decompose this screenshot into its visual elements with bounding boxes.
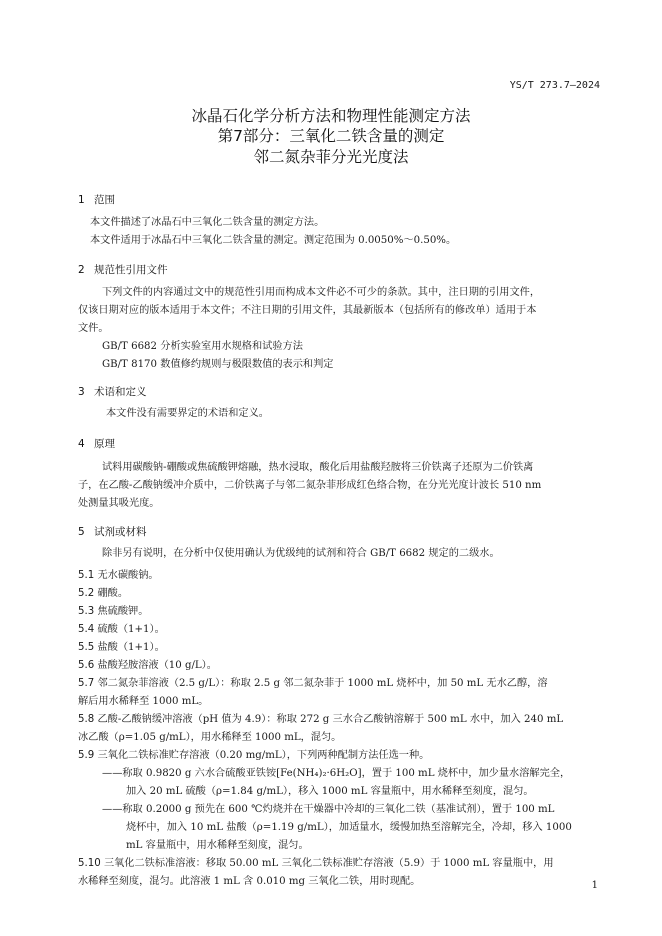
item-continuation: 水稀释至刻度，混匀。此溶液 1 mL 含 0.010 mg 三氧化二铁，用时现配。 xyxy=(78,876,421,887)
page-number: 1 xyxy=(591,880,598,891)
item-number: 5.9 xyxy=(78,750,95,761)
item-continuation: 冰乙酸（ρ=1.05 g/mL），用水稀释至 1000 mL，混匀。 xyxy=(78,732,342,743)
item-number: 5.5 xyxy=(78,642,95,653)
item-number: 5.1 xyxy=(78,570,95,581)
section-title: 术语和定义 xyxy=(94,386,147,398)
paragraph-line: 子，在乙酸-乙酸钠缓冲介质中，二价铁离子与邻二氮杂菲形成红色络合物，在分光光度计波长 510 nm xyxy=(78,480,542,491)
paragraph: 本文件没有需要界定的术语和定义。 xyxy=(106,408,269,419)
item-number: 5.6 xyxy=(78,660,95,671)
list-item xyxy=(78,746,429,761)
item-text: 三氧化二铁标准溶液：移取 50.00 mL 三氧化二铁标准贮存溶液（5.9）于 1000 mL 容量瓶中，用 xyxy=(103,858,554,869)
paragraph-line: 处测量其吸光度。 xyxy=(78,498,160,509)
list-item xyxy=(78,602,148,617)
section-number: 2 xyxy=(78,264,85,276)
item-text: 盐酸羟胺溶液（10 g/L）。 xyxy=(97,660,217,671)
item-text: 邻二氮杂菲溶液（2.5 g/L）：称取 2.5 g 邻二氮杂菲于 1000 mL 烧杯中，加 50 mL 无水乙醇，溶 xyxy=(97,678,548,689)
section-title: 试剂或材料 xyxy=(94,526,147,538)
item-text: 盐酸（1+1）。 xyxy=(97,642,165,653)
method-line: 烧杯中，加入 10 mL 盐酸（ρ=1.19 g/mL），加适量水，缓慢加热至溶解完全，冷却，移入 1000 xyxy=(126,822,572,833)
reference-item: GB/T 8170 数值修约规则与极限数值的表示和判定 xyxy=(102,359,334,370)
list-item xyxy=(78,710,563,725)
item-text: 无水碳酸钠。 xyxy=(97,570,159,581)
section-5-heading xyxy=(78,524,147,539)
doc-title-line-3: 邻二氮杂菲分光光度法 xyxy=(253,148,409,166)
doc-title-line-2: 第7部分：三氧化二铁含量的测定 xyxy=(217,127,445,145)
list-item xyxy=(78,566,159,581)
item-text: 三氧化二铁标准贮存溶液（0.20 mg/mL），下列两种配制方法任选一种。 xyxy=(97,750,430,761)
paragraph: 除非另有说明，在分析中仅使用确认为优级纯的试剂和符合 GB/T 6682 规定的二级水。 xyxy=(102,548,500,559)
paragraph: 本文件适用于冰晶石中三氧化二铁含量的测定。测定范围为 0.0050%～0.50%。 xyxy=(90,235,457,246)
item-number: 5.8 xyxy=(78,714,95,725)
paragraph-line: 仅该日期对应的版本适用于本文件；不注日期的引用文件，其最新版本（包括所有的修改单）适用于本 xyxy=(78,305,537,316)
item-continuation: 解后用水稀释至 1000 mL。 xyxy=(78,696,209,707)
section-2-heading xyxy=(78,262,168,277)
paragraph-line: 试料用碳酸钠-硼酸或焦硫酸钾熔融，热水浸取，酸化后用盐酸羟胺将三价铁离子还原为二价铁离 xyxy=(102,462,534,473)
item-number: 5.2 xyxy=(78,588,95,599)
item-number: 5.7 xyxy=(78,678,95,689)
paragraph: 本文件描述了冰晶石中三氧化二铁含量的测定方法。 xyxy=(90,217,325,228)
section-number: 1 xyxy=(78,194,85,206)
list-item xyxy=(78,584,128,599)
method-line: 加入 20 mL 硫酸（ρ=1.84 g/mL），移入 1000 mL 容量瓶中，用水稀释至刻度，混匀。 xyxy=(126,786,534,797)
list-item xyxy=(78,854,554,869)
section-4-heading xyxy=(78,436,115,451)
list-item xyxy=(78,656,217,671)
list-item xyxy=(78,674,548,689)
section-1-heading xyxy=(78,192,115,207)
method-line: mL 容量瓶中，用水稀释至刻度，混匀。 xyxy=(126,840,309,851)
paragraph-line: 下列文件的内容通过文中的规范性引用而构成本文件必不可少的条款。其中，注日期的引用文件， xyxy=(102,287,541,298)
list-item xyxy=(78,620,165,635)
paragraph-line: 文件。 xyxy=(78,323,109,334)
item-text: 硼酸。 xyxy=(97,588,129,599)
section-3-heading xyxy=(78,384,147,399)
method-line: ——称取 0.9820 g 六水合硫酸亚铁铵[Fe(NH₄)₂·6H₂O]，置于 100 mL 烧杯中，加少量水溶解完全， xyxy=(102,768,571,779)
list-item xyxy=(78,638,165,653)
section-title: 原理 xyxy=(94,438,115,450)
section-title: 范围 xyxy=(94,194,115,206)
section-number: 5 xyxy=(78,526,85,538)
standard-number: YS/T 273.7—2024 xyxy=(509,80,600,91)
section-title: 规范性引用文件 xyxy=(94,264,168,276)
section-number: 4 xyxy=(78,438,85,450)
section-number: 3 xyxy=(78,386,85,398)
item-text: 硫酸（1+1）。 xyxy=(97,624,165,635)
item-text: 焦硫酸钾。 xyxy=(97,606,149,617)
item-number: 5.10 xyxy=(78,858,101,869)
item-number: 5.3 xyxy=(78,606,95,617)
item-number: 5.4 xyxy=(78,624,95,635)
method-line: ——称取 0.2000 g 预先在 600 ℃灼烧并在干燥器中冷却的三氧化二铁（基准试剂），置于 100 mL xyxy=(102,804,555,815)
item-text: 乙酸-乙酸钠缓冲溶液（pH 值为 4.9）：称取 272 g 三水合乙酸钠溶解于 500 mL 水中，加入 240 mL xyxy=(97,714,564,725)
doc-title-line-1: 冰晶石化学分析方法和物理性能测定方法 xyxy=(191,107,471,125)
reference-item: GB/T 6682 分析实验室用水规格和试验方法 xyxy=(102,341,303,352)
